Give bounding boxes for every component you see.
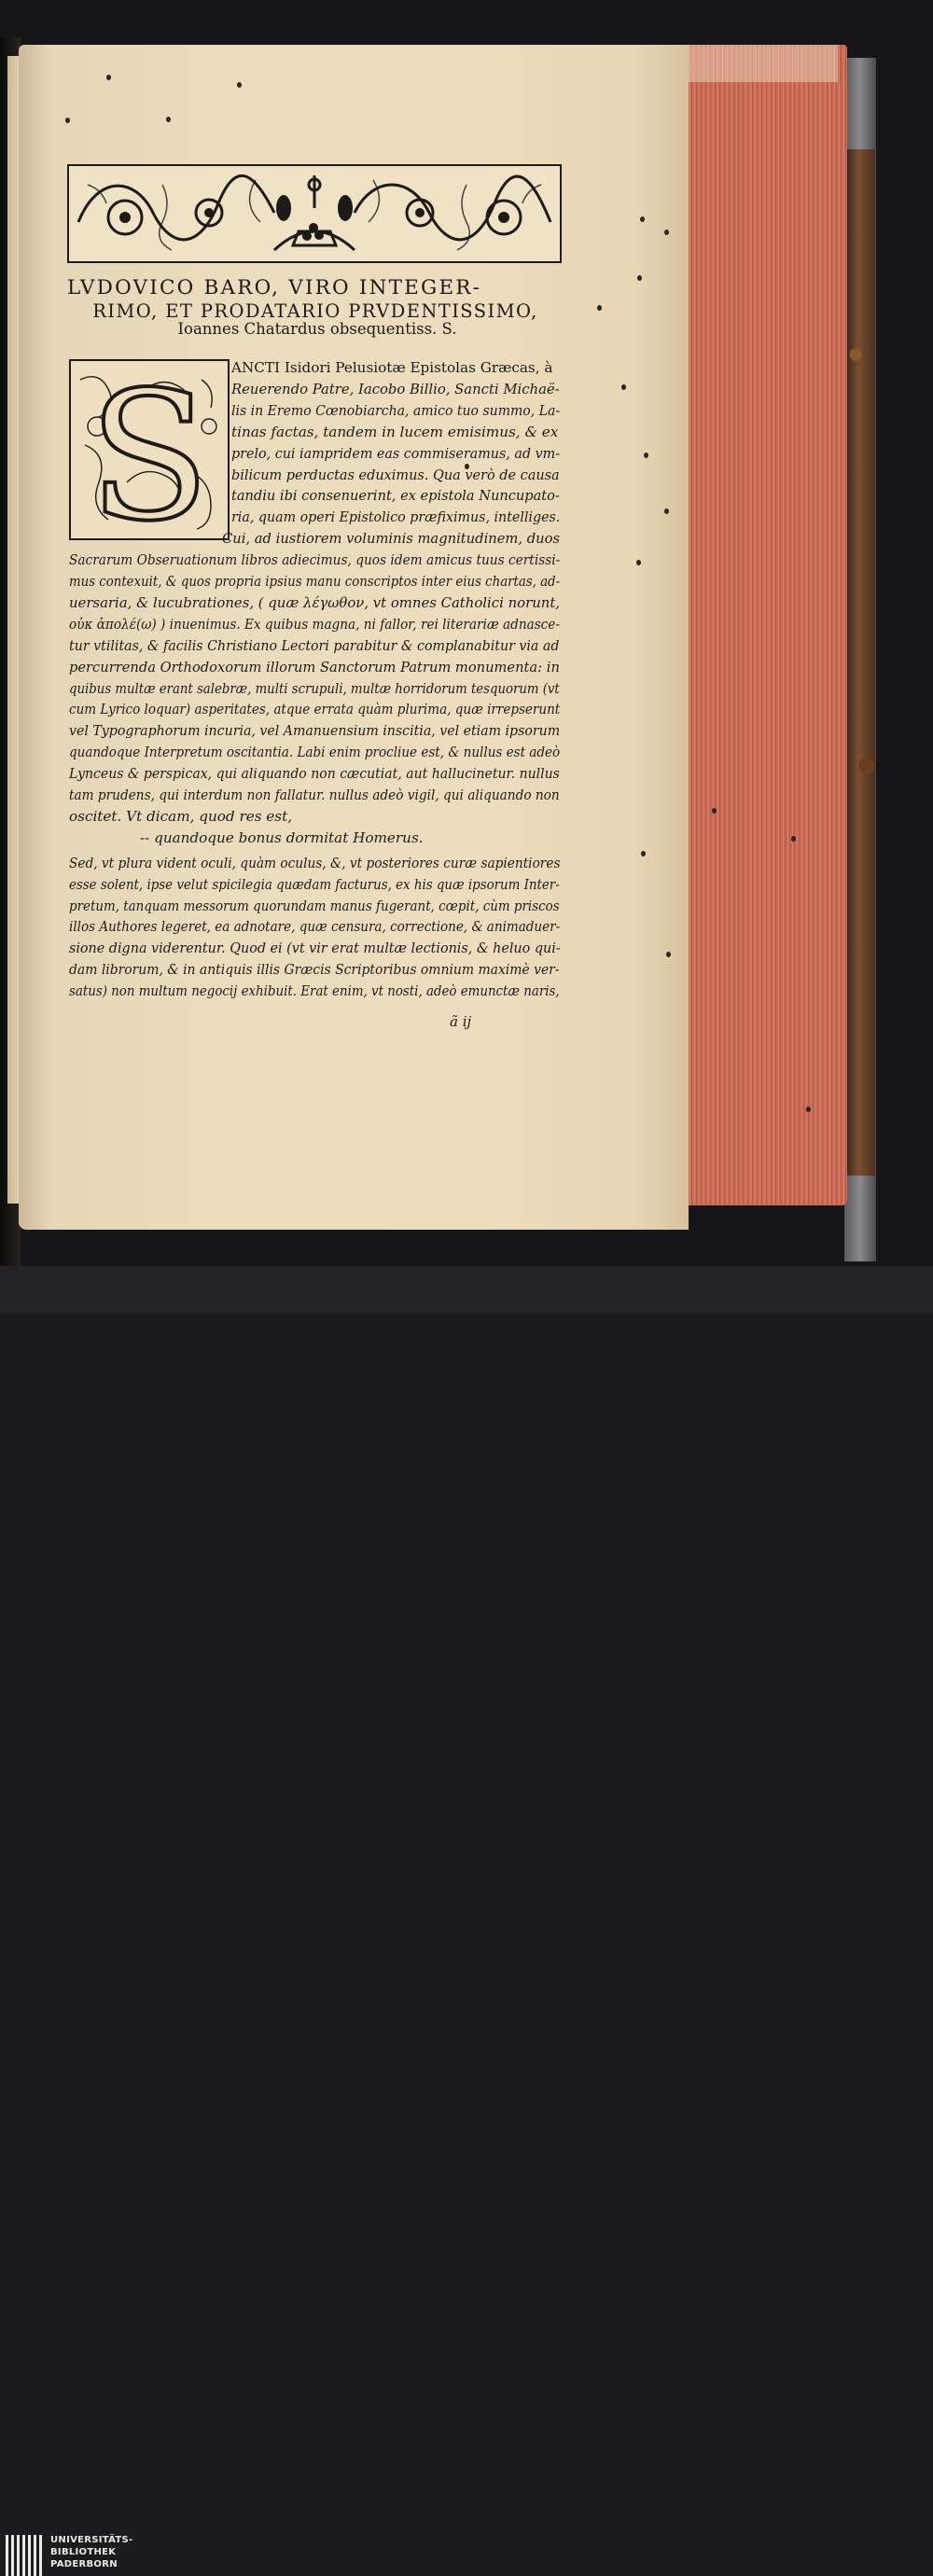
text-line: satus) non multum negocij exhibuit. Erat enim, vt nosti, adeò emunctæ naris, [69, 982, 560, 1000]
text-line: οὐκ ἀπολέ(ω) ) inuenimus. Ex quibus magna, ni fallor, rei literariæ adnasce- [69, 615, 560, 633]
paper-spot [666, 952, 671, 957]
text-line: Sed, vt plura vident oculi, quàm oculus, &, vt posteriores curæ sapientiores [69, 854, 561, 871]
text-line: bilicum perductas eduximus. Qua verò de causa [231, 466, 560, 483]
paper-spot [166, 117, 171, 122]
text-line: lis in Eremo Cœnobiarcha, amico tuo summo, La- [231, 401, 561, 419]
paper-spot [637, 275, 642, 281]
library-logo-text [50, 2534, 133, 2570]
text-line: ANCTI Isidori Pelusiotæ Epistolas Græcas, à [231, 359, 553, 376]
page-edges-top [679, 45, 838, 82]
paper-spot [106, 75, 111, 80]
text-line: sione digna viderentur. Quod ei (vt vir erat multæ lectionis, & heluo qui- [69, 940, 561, 957]
logo-line: BIBLIOTHEK [50, 2547, 117, 2557]
text-line: prelo, cui iampridem eas commiseramus, ad vm- [231, 444, 561, 462]
text-line: tinas factas, tandem in lucem emisimus, & ex [231, 423, 559, 440]
text-line: cum Lyrico loquar) asperitates, atque errata quàm plurima, quæ irrepserunt [69, 701, 561, 718]
dedication-title-line1: LVDOVICO BARO, VIRO INTEGER- [67, 276, 482, 299]
dedication-author-line: Ioannes Chatardus obsequentiss. S. [177, 320, 457, 338]
text-line: quandoque Interpretum oscitantia. Labi enim procliue est, & nullus est adeò [69, 744, 561, 761]
paper-spot [621, 384, 626, 390]
text-line: Reuerendo Patre, Iacobo Billio, Sancti Michaë- [231, 380, 560, 397]
text-line: percurrenda Orthodoxorum illorum Sanctorum Patrum monumenta: in [69, 658, 560, 675]
text-line: vel Typographorum incuria, vel Amanuensium inscitia, vel etiam ipsorum [69, 722, 561, 740]
text-line: illos Authores legeret, ea adnotare, quæ censura, correctione, & animaduer- [69, 918, 561, 936]
book-photograph [0, 0, 933, 1266]
paper-spot [641, 851, 646, 856]
paper-spot [237, 82, 242, 88]
paper-spot [791, 836, 796, 842]
paper-spot [644, 453, 648, 458]
text-line: tandiu ibi consenuerint, ex epistola Nuncupato- [231, 487, 560, 505]
paper-spot [806, 1107, 811, 1112]
text-line: esse solent, ipse velut spicilegia quædam facturus, ex his quæ ipsorum Inter- [69, 875, 560, 893]
text-line: tam prudens, qui interdum non fallatur. nullus adeò vigil, qui aliquando non [69, 787, 560, 803]
logo-line: PADERBORN [50, 2559, 118, 2569]
text-line: pretum, tanquam messorum quorundam manus fugerant, cœpit, cùm priscos [69, 897, 560, 914]
paper-spot [664, 230, 669, 235]
text-line: mus contexuit, & quos propria ipsius manu conscriptos inter eius chartas, ad- [69, 573, 561, 590]
paper-spot [664, 508, 669, 514]
text-line: Sacrarum Obseruationum libros adiecimus, quos idem amicus tuus certissi- [69, 551, 561, 569]
initial-letter: S [88, 361, 211, 538]
text-line: dam librorum, & in antiquis illis Græcis Scriptoribus omnium maximè ver- [69, 961, 560, 979]
text-line: Cui, ad iustiorem voluminis magnitudinem, duos [222, 530, 561, 548]
paper-spot [636, 560, 641, 565]
text-line: tur vtilitas, & facilis Christiano Lectori parabitur & complanabitur via ad [69, 636, 560, 654]
footer-bar [0, 1266, 933, 2569]
text-line: quibus multæ erant salebræ, multi scrupuli, multæ horridorum tesquorum (vt [69, 679, 560, 697]
text-line: oscitet. Vt dicam, quod res est, [69, 807, 293, 825]
text-line: ria, quam operi Epistolico præfiximus, intelliges. [231, 508, 561, 526]
red-page-edges [679, 45, 847, 1205]
paper-spot [712, 808, 717, 814]
paper-spot [65, 118, 70, 123]
decorated-initial [69, 359, 230, 540]
library-logo-icon [6, 2535, 45, 2576]
ornamental-headpiece [67, 164, 562, 263]
paper-spot [640, 216, 645, 222]
marbled-board [847, 149, 875, 1176]
text-line: Lynceus & perspicax, qui aliquando non cæcutiat, aut hallucinetur. nullus [69, 765, 560, 783]
dedication-title-line2: RIMO, ET PRODATARIO PRVDENTISSIMO, [92, 300, 538, 322]
text-line: -- quandoque bonus dormitat Homerus. [140, 828, 424, 846]
logo-line: UNIVERSITÄTS- [50, 2535, 133, 2545]
text-line: uersaria, & lucubrationes, ( quæ λέγωθον, vt omnes Catholici norunt, [69, 593, 561, 611]
signature-mark: ã ij [450, 1013, 472, 1030]
paper-spot [597, 305, 602, 311]
